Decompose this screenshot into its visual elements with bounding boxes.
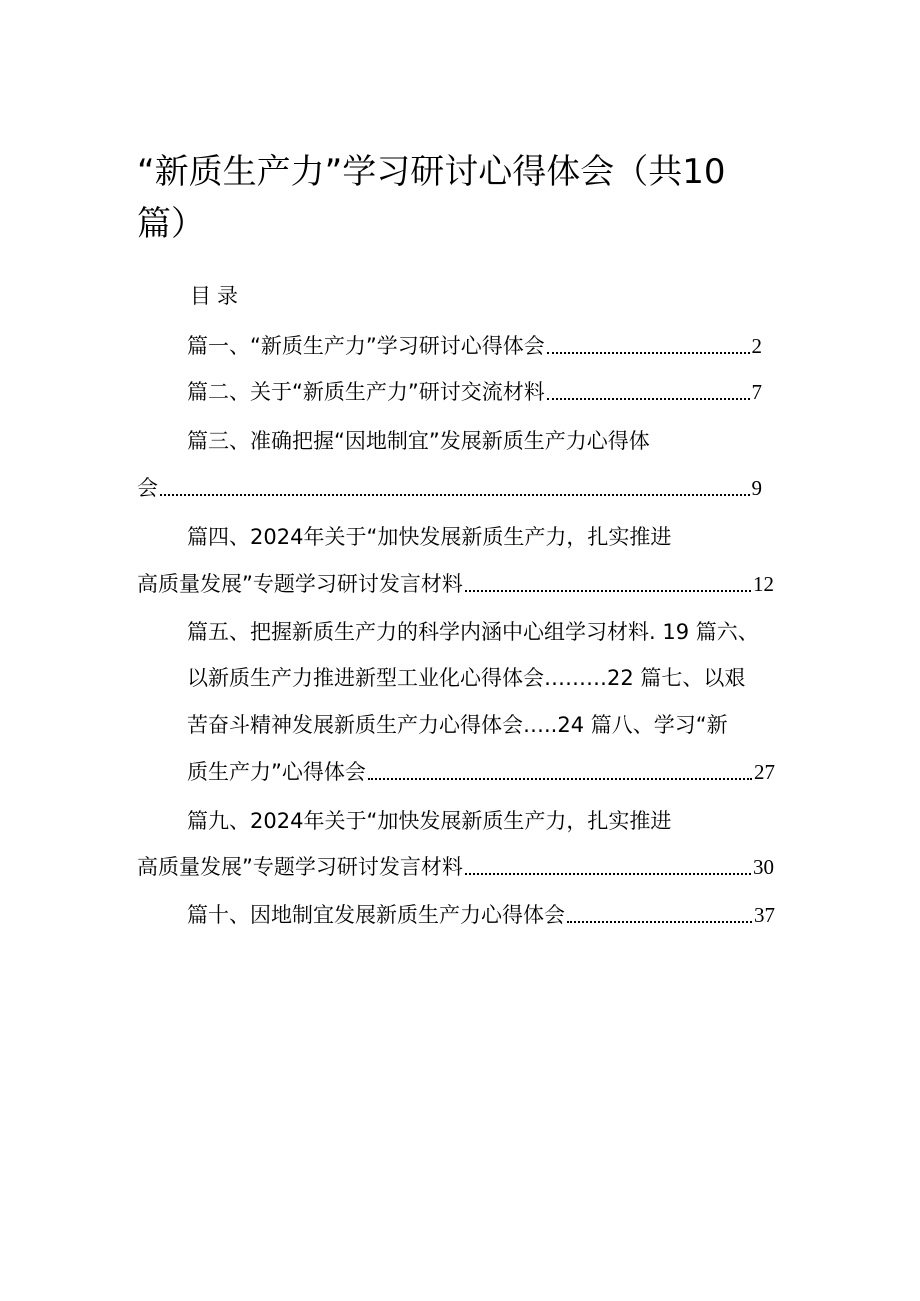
toc-entry-2[interactable] xyxy=(187,376,762,408)
toc-entry-3-line2[interactable] xyxy=(137,472,762,504)
toc-leader-dots xyxy=(160,494,750,496)
toc-page-number: 37 xyxy=(754,903,775,927)
toc-page-number: 2 xyxy=(751,334,762,358)
toc-entry-9-line1[interactable]: 篇九、2024年关于“加快发展新质生产力，扎实推进 xyxy=(187,809,672,833)
toc-page-number: 9 xyxy=(751,476,762,500)
toc-leader-dots xyxy=(368,778,752,780)
toc-heading: 目录 xyxy=(190,284,244,308)
toc-entry-7-line3[interactable]: 苦奋斗精神发展新质生产力心得体会…..24 篇八、学习“新 xyxy=(187,713,728,737)
toc-entry-8-line4[interactable] xyxy=(187,756,775,788)
toc-leader-dots xyxy=(465,590,751,592)
toc-entry-text: 篇十、因地制宜发展新质生产力心得体会 xyxy=(187,903,565,927)
toc-page-number: 7 xyxy=(751,380,762,404)
document-title-line1: “新质生产力”学习研讨心得体会（共10 xyxy=(137,152,726,192)
toc-leader-dots xyxy=(567,921,752,923)
toc-entry-10[interactable] xyxy=(187,899,775,931)
toc-leader-dots xyxy=(547,352,750,354)
toc-entry-3-line1[interactable]: 篇三、准确把握“因地制宜”发展新质生产力心得体 xyxy=(187,429,650,453)
toc-page-number: 30 xyxy=(753,855,774,879)
toc-entry-text: 会 xyxy=(137,476,158,500)
toc-entry-1[interactable] xyxy=(187,330,762,362)
toc-entry-9-line2[interactable] xyxy=(137,851,774,883)
document-title-line2: 篇） xyxy=(137,204,205,244)
toc-entry-5-line1[interactable]: 篇五、把握新质生产力的科学内涵中心组学习材料. 19 篇六、 xyxy=(187,620,759,644)
toc-entry-text: 高质量发展”专题学习研讨发言材料 xyxy=(137,855,463,879)
toc-leader-dots xyxy=(547,398,750,400)
toc-entry-4-line1[interactable]: 篇四、2024年关于“加快发展新质生产力，扎实推进 xyxy=(187,525,672,549)
toc-page-number: 12 xyxy=(753,572,774,596)
toc-entry-text: 篇一、“新质生产力”学习研讨心得体会 xyxy=(187,334,545,358)
toc-page-number: 27 xyxy=(754,760,775,784)
toc-entry-text: 质生产力”心得体会 xyxy=(187,760,366,784)
toc-entry-4-line2[interactable] xyxy=(137,568,774,600)
toc-entry-6-line2[interactable]: 以新质生产力推进新型工业化心得体会………22 篇七、以艰 xyxy=(187,666,746,690)
toc-entry-text: 高质量发展”专题学习研讨发言材料 xyxy=(137,572,463,596)
toc-entry-text: 篇二、关于“新质生产力”研讨交流材料 xyxy=(187,380,545,404)
toc-leader-dots xyxy=(465,873,751,875)
